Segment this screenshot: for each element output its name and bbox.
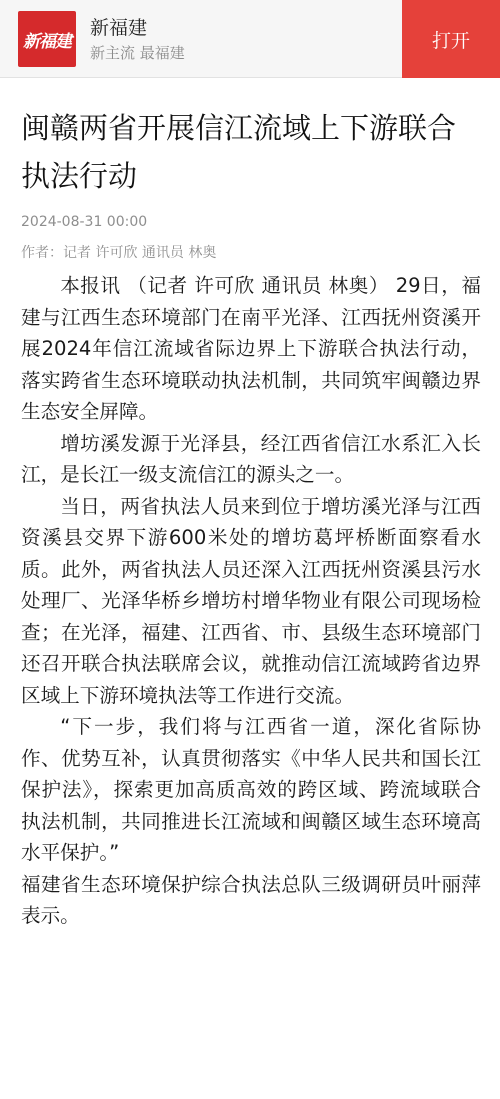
paragraph: 本报讯 （记者 许可欣 通讯员 林奥） 29日，福建与江西生态环境部门在南平光泽、江西抚州资溪开展2024年信江流域省际边界上下游联合执法行动，落实跨省生态环境联动执法机制，共同筑牢闽赣边界生态安全屏障。: [21, 274, 481, 423]
app-banner: [0, 0, 500, 78]
author-line: 作者：记者 许可欣 通讯员 林奥: [21, 245, 217, 261]
article-body: [21, 270, 481, 932]
app-logo: 新福建: [18, 11, 76, 67]
paragraph: “下一步，我们将与江西省一道，深化省际协作、优势互补，认真贯彻落实《中华人民共和国长江保护法》，探索更加高质高效的跨区域、跨流域联合执法机制，共同推进长江流域和闽赣区域生态环境高水平保护。”: [21, 715, 481, 864]
paragraph: 增坊溪发源于光泽县，经江西省信江水系汇入长江，是长江一级支流信江的源头之一。: [21, 431, 481, 486]
article: [0, 104, 500, 932]
app-slogan: 新主流 最福建: [90, 44, 185, 62]
open-app-button[interactable]: 打开: [402, 0, 500, 78]
app-name: 新福建: [90, 17, 148, 39]
publish-date: 2024-08-31 00:00: [21, 214, 148, 230]
article-title: 闽赣两省开展信江流域上下游联合执法行动: [21, 111, 457, 193]
paragraph: 福建省生态环境保护综合执法总队三级调研员叶丽萍表示。: [21, 872, 481, 927]
paragraph: 当日，两省执法人员来到位于增坊溪光泽与江西资溪县交界下游600米处的增坊葛坪桥断面察看水质。此外，两省执法人员还深入江西抚州资溪县污水处理厂、光泽华桥乡增坊村增华物业有限公司现场检查；在光泽，福建、江西省、市、县级生态环境部门还召开联合执法联席会议，就推动信江流域跨省边界区域上下游环境执法等工作进行交流。: [21, 494, 481, 707]
